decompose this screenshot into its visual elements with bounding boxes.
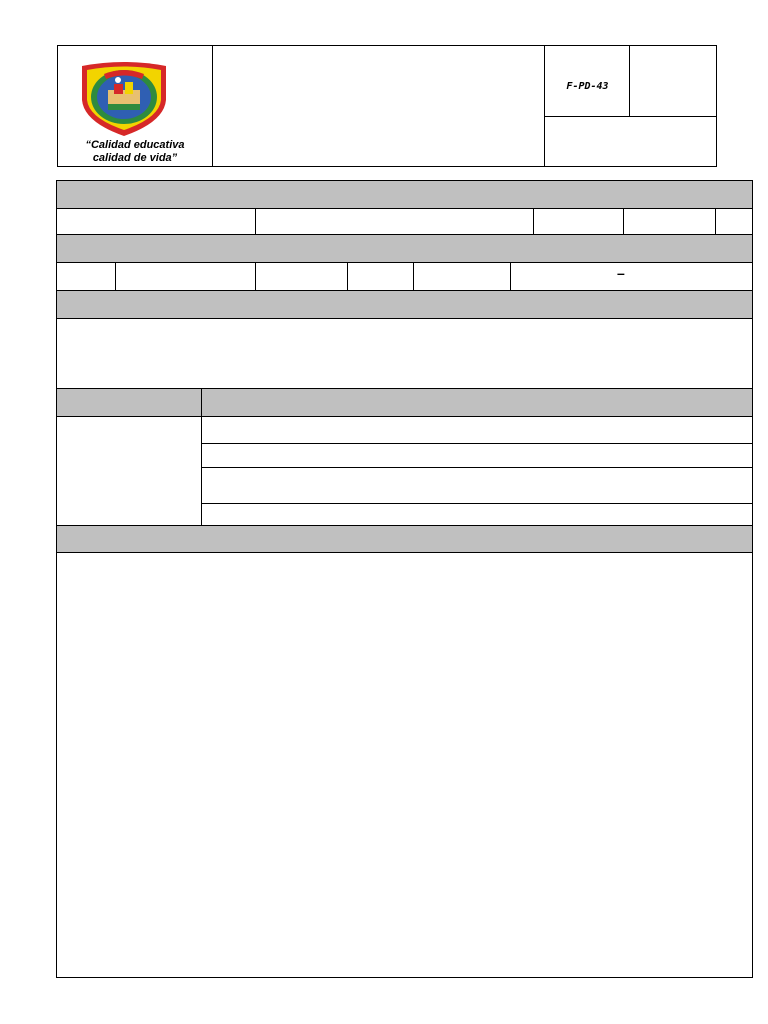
document-header	[57, 45, 717, 167]
row2-cell-divider	[510, 262, 511, 290]
section-band-5	[57, 526, 752, 552]
row1-cell-divider	[533, 208, 534, 234]
subrow-line	[201, 443, 752, 444]
row2-cell-divider	[347, 262, 348, 290]
section-band-1	[57, 181, 752, 208]
header-divider-title	[544, 46, 545, 166]
row2-cell-divider	[115, 262, 116, 290]
form-body	[56, 180, 753, 978]
school-motto	[58, 139, 212, 165]
header-divider-row	[544, 116, 716, 117]
content-area	[57, 553, 752, 977]
subrow-line	[201, 503, 752, 504]
row2-cell-divider	[255, 262, 256, 290]
row1-cell-divider	[255, 208, 256, 234]
row1-cell-divider	[715, 208, 716, 234]
header-divider-logo	[212, 46, 213, 166]
motto-line-2: calidad de vida”	[92, 152, 178, 164]
left-column-divider	[201, 389, 202, 525]
row1-cell-divider	[623, 208, 624, 234]
logo-cell	[58, 46, 212, 166]
motto-line-1: “Calidad educativa	[85, 139, 185, 151]
section-band-3	[57, 291, 752, 318]
row2-cell-divider	[413, 262, 414, 290]
subrow-line	[201, 467, 752, 468]
range-dash: –	[617, 265, 625, 281]
section-band-4	[57, 389, 752, 416]
form-code: F-PD-43	[566, 81, 609, 92]
school-shield-logo	[78, 60, 170, 138]
section-band-2	[57, 235, 752, 262]
